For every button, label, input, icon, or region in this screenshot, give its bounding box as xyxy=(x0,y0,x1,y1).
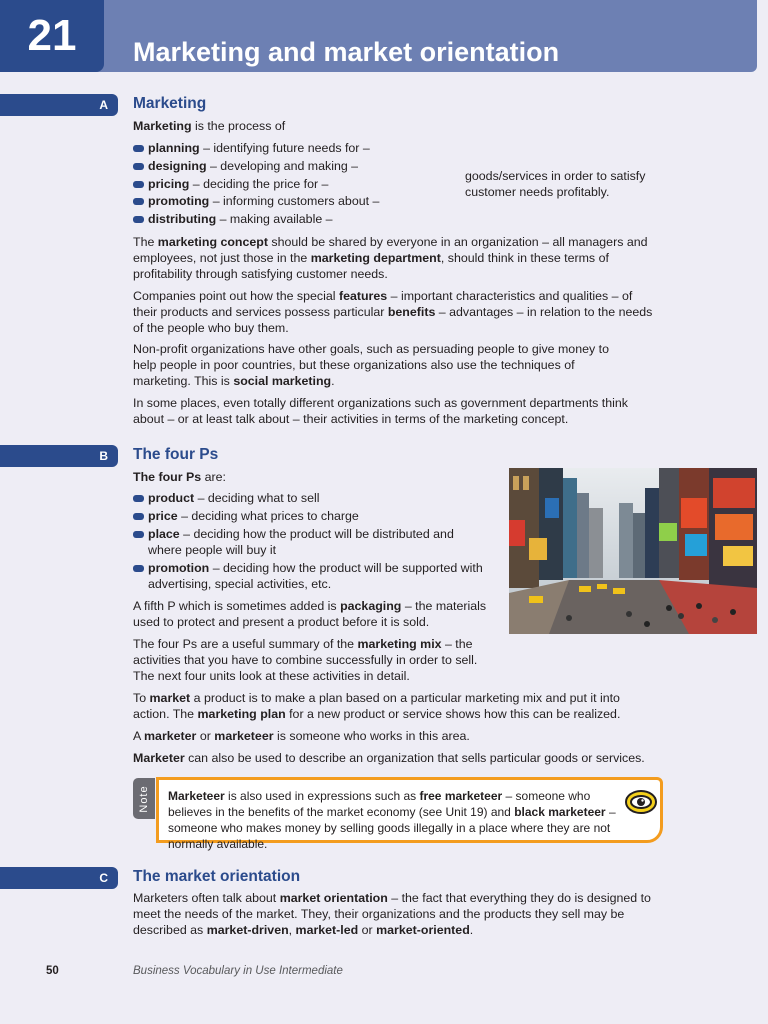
section-b-intro: The four Ps are: xyxy=(133,470,226,484)
city-street-illustration xyxy=(509,468,757,634)
eye-icon xyxy=(624,789,658,815)
bullet-icon xyxy=(133,513,144,520)
page-number: 50 xyxy=(46,965,59,977)
section-c-tab: C xyxy=(0,867,118,889)
list-item: designing – developing and making – xyxy=(133,158,453,176)
list-item: place – deciding how the product will be distributed and where people will buy it xyxy=(133,526,488,558)
book-title: Business Vocabulary in Use Intermediate xyxy=(133,965,343,977)
section-a-tab: A xyxy=(0,94,118,116)
section-a-intro: Marketing is the process of xyxy=(133,119,286,133)
paragraph-marketing-concept: The marketing concept should be shared by everyone in an organization – all managers and employees, not just those in the marketing department, should think in these terms of profitability through satisfying customer needs. xyxy=(133,235,648,281)
note-tab: Note xyxy=(133,778,155,819)
list-item: price – deciding what prices to charge xyxy=(133,508,488,524)
unit-number: 21 xyxy=(0,0,104,72)
marketing-process-conclusion: goods/services in order to satisfy customer needs profitably. xyxy=(465,169,646,199)
bullet-icon xyxy=(133,531,144,538)
city-street-photo xyxy=(509,468,757,634)
section-a-title: Marketing xyxy=(133,95,207,112)
paragraph-marketing-mix: The four Ps are a useful summary of the marketing mix – the activities that you have to combine successfully in order to sell. The next four units look at these activities in detail. xyxy=(133,637,478,683)
bullet-icon xyxy=(133,198,144,205)
list-item: promoting – informing customers about – xyxy=(133,193,453,211)
bullet-icon xyxy=(133,145,144,152)
paragraph-social-marketing: Non-profit organizations have other goals, such as persuading people to give money to help people in poor countries, but these organizations also use the techniques of marketing. This is social marketing. xyxy=(133,342,609,388)
list-item: distributing – making available – xyxy=(133,211,453,229)
paragraph-packaging: A fifth P which is sometimes added is packaging – the materials used to protect and present a product before it is sold. xyxy=(133,599,487,629)
bullet-icon xyxy=(133,181,144,188)
list-item: planning – identifying future needs for – xyxy=(133,140,453,158)
note-text: Marketeer is also used in expressions such as free marketeer – someone who believes in the benefits of the market economy (see Unit 19) and black marketeer – someone who makes money by selling goods illegally in a place where they are not normally available. xyxy=(168,789,616,851)
paragraph-market-plan: To market a product is to make a plan based on a particular marketing mix and put it into action. The marketing plan for a new product or service shows how this can be realized. xyxy=(133,691,621,721)
section-c-title: The market orientation xyxy=(133,868,301,885)
bullet-icon xyxy=(133,163,144,170)
bullet-icon xyxy=(133,495,144,502)
section-b-title: The four Ps xyxy=(133,446,219,463)
paragraph-marketer: A marketer or marketeer is someone who works in this area. xyxy=(133,729,470,743)
unit-title: Marketing and market orientation xyxy=(133,37,560,67)
section-b-tab: B xyxy=(0,445,118,467)
paragraph-marketer-organization: Marketer can also be used to describe an organization that sells particular goods or services. xyxy=(133,751,645,765)
marketing-process-list xyxy=(133,140,453,229)
bullet-icon xyxy=(133,565,144,572)
list-item: promotion – deciding how the product will be supported with advertising, special activities, etc. xyxy=(133,560,488,592)
list-item: product – deciding what to sell xyxy=(133,490,488,506)
paragraph-market-orientation: Marketers often talk about market orientation – the fact that everything they do is designed to meet the needs of the market. They, their organizations and the products they sell may be described as market-driven, market-led or market-oriented. xyxy=(133,891,651,937)
paragraph-features-benefits: Companies point out how the special features – important characteristics and qualities – of their products and services possess particular benefits – advantages – in relation to the needs of the people who buy them. xyxy=(133,289,653,335)
paragraph-other-organizations: In some places, even totally different organizations such as government departments think about – or at least talk about – their activities in terms of the marketing concept. xyxy=(133,396,628,426)
four-ps-list xyxy=(133,490,488,592)
list-item: pricing – deciding the price for – xyxy=(133,176,453,194)
bullet-icon xyxy=(133,216,144,223)
